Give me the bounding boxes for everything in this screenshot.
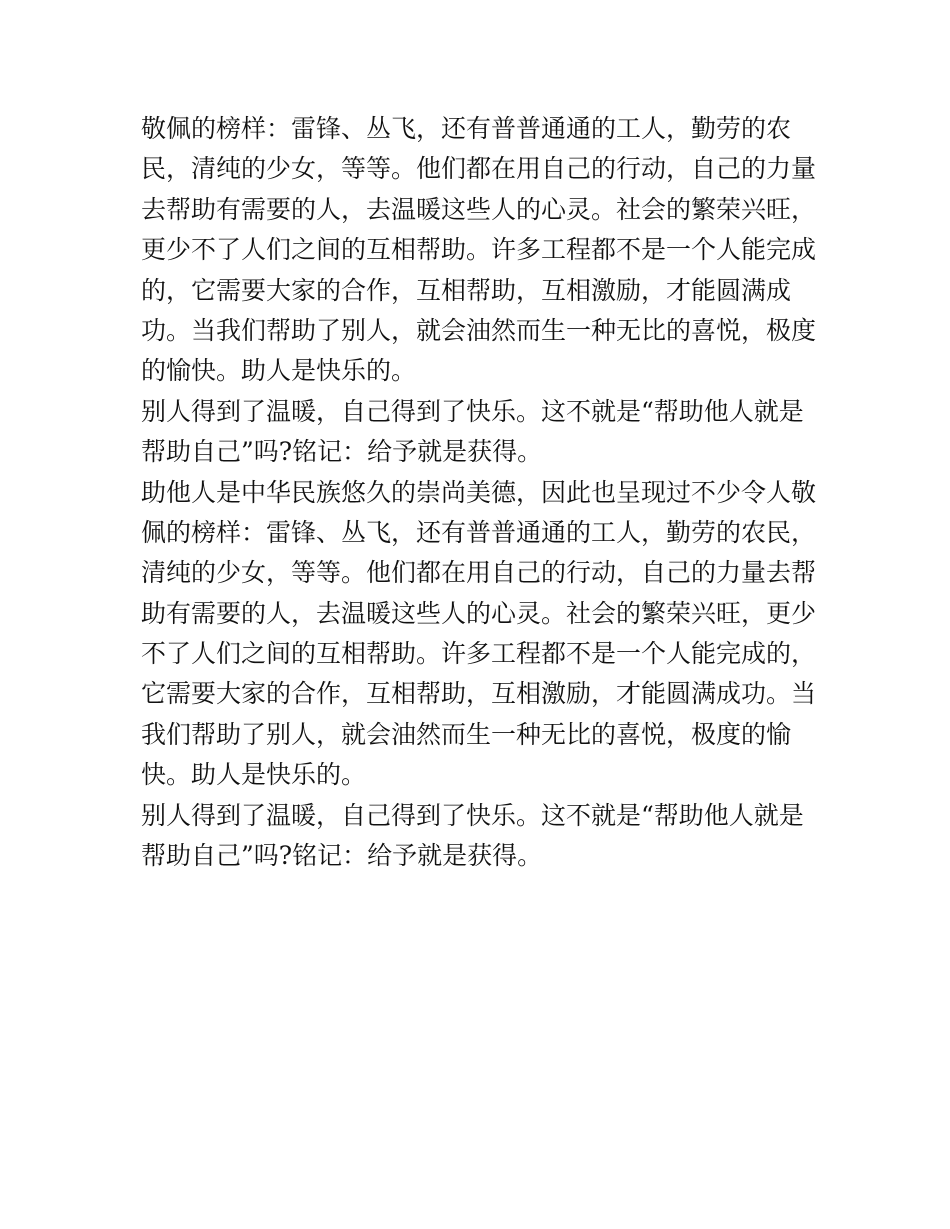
text-line: 更少不了人们之间的互相帮助。许多工程都不是一个人能完成: [141, 235, 817, 265]
text-line: 不了人们之间的互相帮助。许多工程都不是一个人能完成的，: [141, 639, 817, 669]
paragraph-2: [141, 392, 821, 473]
text-line: 帮助自己”吗?铭记：给予就是获得。: [141, 437, 543, 467]
text-line: 帮助自己”吗?铭记：给予就是获得。: [141, 841, 543, 871]
text-line: 助有需要的人，去温暖这些人的心灵。社会的繁荣兴旺，更少: [141, 598, 817, 628]
text-line: 快。助人是快乐的。: [141, 760, 367, 790]
text-line: 别人得到了温暖，自己得到了快乐。这不就是“帮助他人就是: [141, 396, 804, 426]
text-line: 清纯的少女，等等。他们都在用自己的行动，自己的力量去帮: [141, 558, 817, 588]
text-line: 佩的榜样：雷锋、丛飞，还有普普通通的工人，勤劳的农民，: [141, 517, 817, 547]
text-line: 去帮助有需要的人，去温暖这些人的心灵。社会的繁荣兴旺，: [141, 194, 817, 224]
text-line: 它需要大家的合作，互相帮助，互相激励，才能圆满成功。当: [141, 679, 817, 709]
text-line: 的愉快。助人是快乐的。: [141, 356, 417, 386]
document-body: [141, 109, 821, 876]
text-line: 的，它需要大家的合作，互相帮助，互相激励，才能圆满成: [141, 275, 792, 305]
text-line: 民，清纯的少女，等等。他们都在用自己的行动，自己的力量: [141, 154, 817, 184]
paragraph-3: [141, 473, 821, 796]
text-line: 功。当我们帮助了别人，就会油然而生一种无比的喜悦，极度: [141, 315, 817, 345]
text-line: 助他人是中华民族悠久的崇尚美德，因此也呈现过不少令人敬: [141, 477, 817, 507]
text-line: 别人得到了温暖，自己得到了快乐。这不就是“帮助他人就是: [141, 800, 804, 830]
paragraph-4: [141, 796, 821, 877]
text-line: 敬佩的榜样：雷锋、丛飞，还有普普通通的工人，勤劳的农: [141, 114, 792, 143]
text-line: 我们帮助了别人，就会油然而生一种无比的喜悦，极度的愉: [141, 719, 792, 749]
paragraph-1: [141, 109, 821, 392]
